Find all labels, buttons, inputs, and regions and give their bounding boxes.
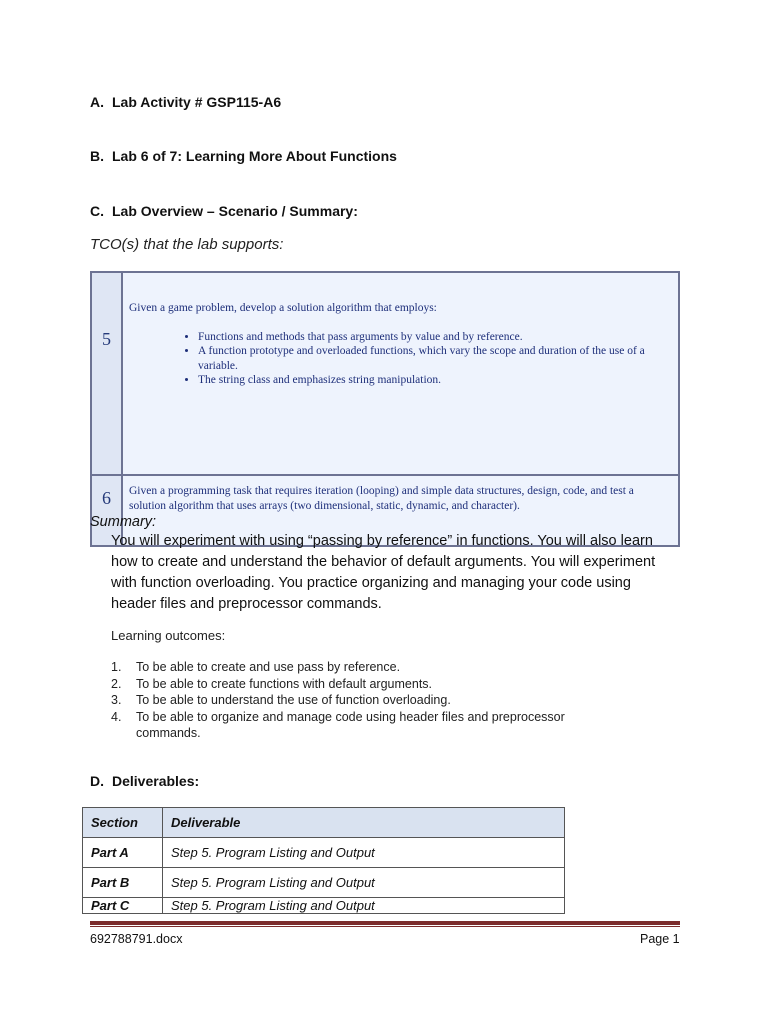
column-header-section: Section [83, 808, 163, 838]
tco-description [122, 272, 679, 475]
table-row [83, 838, 565, 868]
outcome-item [111, 709, 631, 742]
outcome-number: 1. [111, 660, 122, 674]
footer-filename: 692788791.docx [90, 932, 183, 946]
tco-bullet: • The string class and emphasizes string manipulation. [198, 373, 672, 388]
section-cell: Part A [83, 838, 163, 868]
outcomes-list [111, 659, 631, 742]
outcome-text: To be able to understand the use of function overloading. [136, 693, 451, 707]
heading-deliverables [90, 773, 199, 789]
tco-intro: Given a game problem, develop a solution algorithm that employs: [129, 302, 437, 314]
heading-text: Lab 6 of 7: Learning More About Functions [112, 148, 397, 164]
table-row [83, 868, 565, 898]
section-cell: Part C [83, 898, 163, 914]
tco-row [91, 272, 679, 475]
tco-bullet: • A function prototype and overloaded functions, which vary the scope and duration of the use of a variable. [198, 344, 672, 373]
outcome-text: To be able to organize and manage code using header files and preprocessor commands. [136, 709, 565, 740]
tco-number: 6 [91, 475, 122, 546]
tco-intro: Given a programming task that requires iteration (looping) and simple data structures, design, code, and test a solution algorithm that uses arrays (two dimensional, static, dynamic, and character). [129, 485, 634, 512]
deliverable-cell: Step 5. Program Listing and Output [163, 838, 565, 868]
outcome-item [111, 659, 631, 676]
column-header-deliverable: Deliverable [163, 808, 565, 838]
heading-lab-title [90, 148, 397, 164]
heading-letter: D. [90, 773, 104, 789]
heading-lab-overview [90, 203, 358, 219]
section-cell: Part B [83, 868, 163, 898]
deliverables-table [82, 807, 565, 914]
outcome-text: To be able to create functions with default arguments. [136, 676, 433, 691]
footer-divider-thin [90, 926, 680, 927]
deliverable-cell: Step 5. Program Listing and Output [163, 898, 565, 914]
table-row [83, 898, 565, 914]
summary-text: You will experiment with using “passing by reference” in functions. You will also learn how to create and understand the behavior of default arguments. You will experiment with function overloading. You practice organizing and managing your code using header files and preprocessor commands. [111, 533, 656, 612]
deliverables-header-row [83, 808, 565, 838]
outcome-number: 2. [111, 676, 122, 691]
heading-lab-activity [90, 94, 281, 110]
heading-text: Deliverables: [112, 773, 200, 789]
outcome-item [111, 676, 631, 693]
outcome-number: 3. [111, 693, 122, 707]
tco-bullet: • Functions and methods that pass arguments by value and by reference. [198, 330, 672, 345]
tco-label: TCO(s) that the lab supports: [90, 236, 284, 253]
outcome-item [111, 692, 631, 709]
heading-text: Lab Activity # GSP115-A6 [112, 94, 282, 110]
tco-table [90, 271, 680, 547]
footer-page-number: Page 1 [640, 932, 680, 946]
outcomes-label: Learning outcomes: [111, 628, 226, 643]
heading-letter: C. [90, 203, 104, 219]
summary-label: Summary: [90, 514, 157, 530]
heading-text: Lab Overview – Scenario / Summary: [112, 203, 358, 219]
outcome-text: To be able to create and use pass by reference. [136, 660, 401, 674]
heading-letter: A. [90, 94, 104, 110]
footer-divider [90, 921, 680, 925]
deliverable-cell: Step 5. Program Listing and Output [163, 868, 565, 898]
tco-bullet-list [129, 330, 672, 388]
outcome-number: 4. [111, 709, 122, 724]
tco-number: 5 [91, 272, 122, 475]
heading-letter: B. [90, 148, 104, 164]
